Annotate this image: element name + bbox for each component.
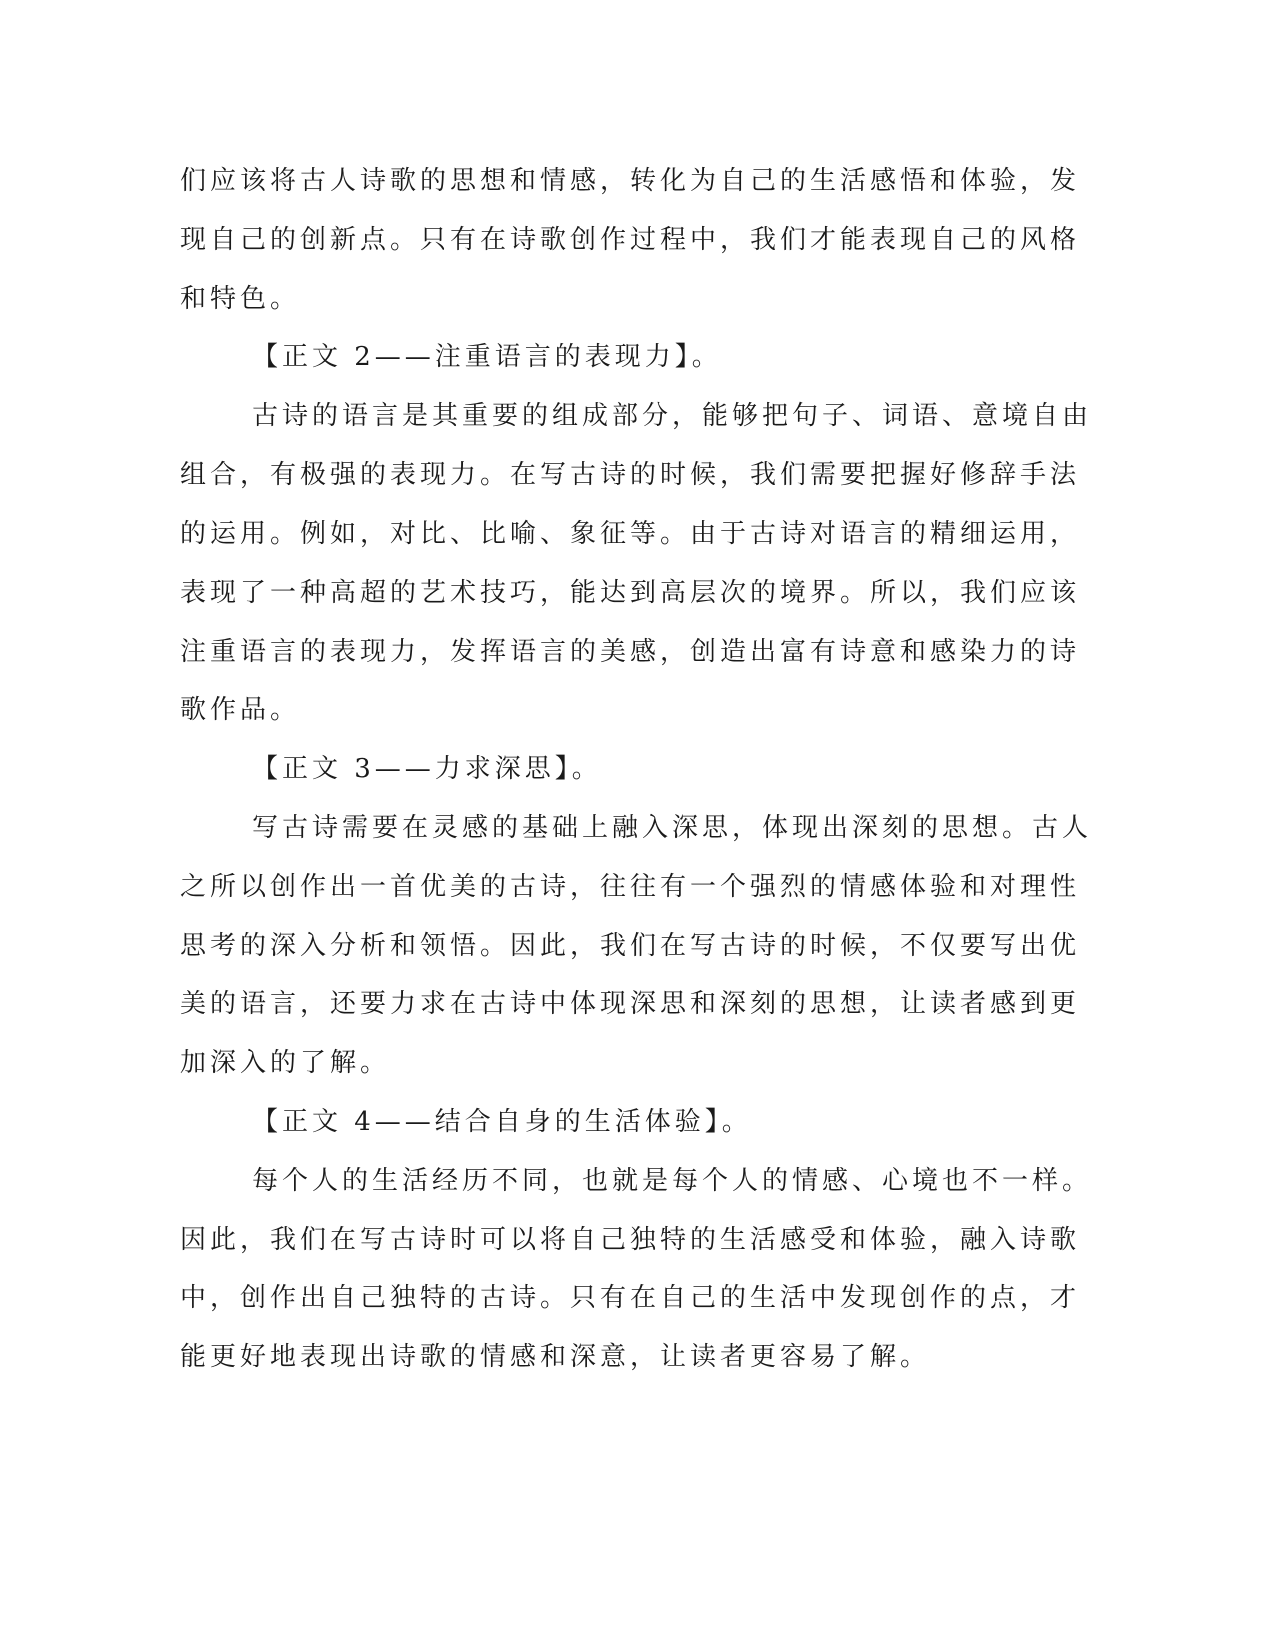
paragraph-2-line-3: 的运用。例如，对比、比喻、象征等。由于古诗对语言的精细运用， bbox=[180, 519, 1081, 549]
paragraph-4-line-3: 中，创作出自己独特的古诗。只有在自己的生活中发现创作的点，才 bbox=[180, 1283, 1081, 1313]
paragraph-4-line-2: 因此，我们在写古诗时可以将自己独特的生活感受和体验，融入诗歌 bbox=[180, 1225, 1081, 1255]
paragraph-2-line-5: 注重语言的表现力，发挥语言的美感，创造出富有诗意和感染力的诗 bbox=[180, 637, 1081, 667]
paragraph-2-line-2: 组合，有极强的表现力。在写古诗的时候，我们需要把握好修辞手法 bbox=[180, 460, 1081, 490]
paragraph-4-line-4: 能更好地表现出诗歌的情感和深意，让读者更容易了解。 bbox=[180, 1342, 931, 1372]
section-heading-4: 【正文 4——结合自身的生活体验】。 bbox=[252, 1107, 752, 1137]
paragraph-3-line-4: 美的语言，还要力求在古诗中体现深思和深刻的思想，让读者感到更 bbox=[180, 989, 1081, 1019]
paragraph-4-line-1: 每个人的生活经历不同，也就是每个人的情感、心境也不一样。 bbox=[252, 1166, 1093, 1196]
paragraph-2-line-6: 歌作品。 bbox=[180, 695, 301, 725]
paragraph-1-line-2: 现自己的创新点。只有在诗歌创作过程中，我们才能表现自己的风格 bbox=[180, 225, 1081, 255]
paragraph-3-line-5: 加深入的了解。 bbox=[180, 1048, 391, 1078]
section-heading-3: 【正文 3——力求深思】。 bbox=[252, 754, 602, 784]
paragraph-2-line-4: 表现了一种高超的艺术技巧，能达到高层次的境界。所以，我们应该 bbox=[180, 578, 1081, 608]
paragraph-3-line-2: 之所以创作出一首优美的古诗，往往有一个强烈的情感体验和对理性 bbox=[180, 872, 1081, 902]
paragraph-3-line-1: 写古诗需要在灵感的基础上融入深思，体现出深刻的思想。古人 bbox=[252, 813, 1093, 843]
paragraph-3-line-3: 思考的深入分析和领悟。因此，我们在写古诗的时候，不仅要写出优 bbox=[180, 931, 1081, 961]
paragraph-2-line-1: 古诗的语言是其重要的组成部分，能够把句子、词语、意境自由 bbox=[252, 401, 1093, 431]
section-heading-2: 【正文 2——注重语言的表现力】。 bbox=[252, 342, 722, 372]
paragraph-1-line-1: 们应该将古人诗歌的思想和情感，转化为自己的生活感悟和体验，发 bbox=[180, 166, 1081, 196]
paragraph-1-line-3: 和特色。 bbox=[180, 284, 301, 314]
